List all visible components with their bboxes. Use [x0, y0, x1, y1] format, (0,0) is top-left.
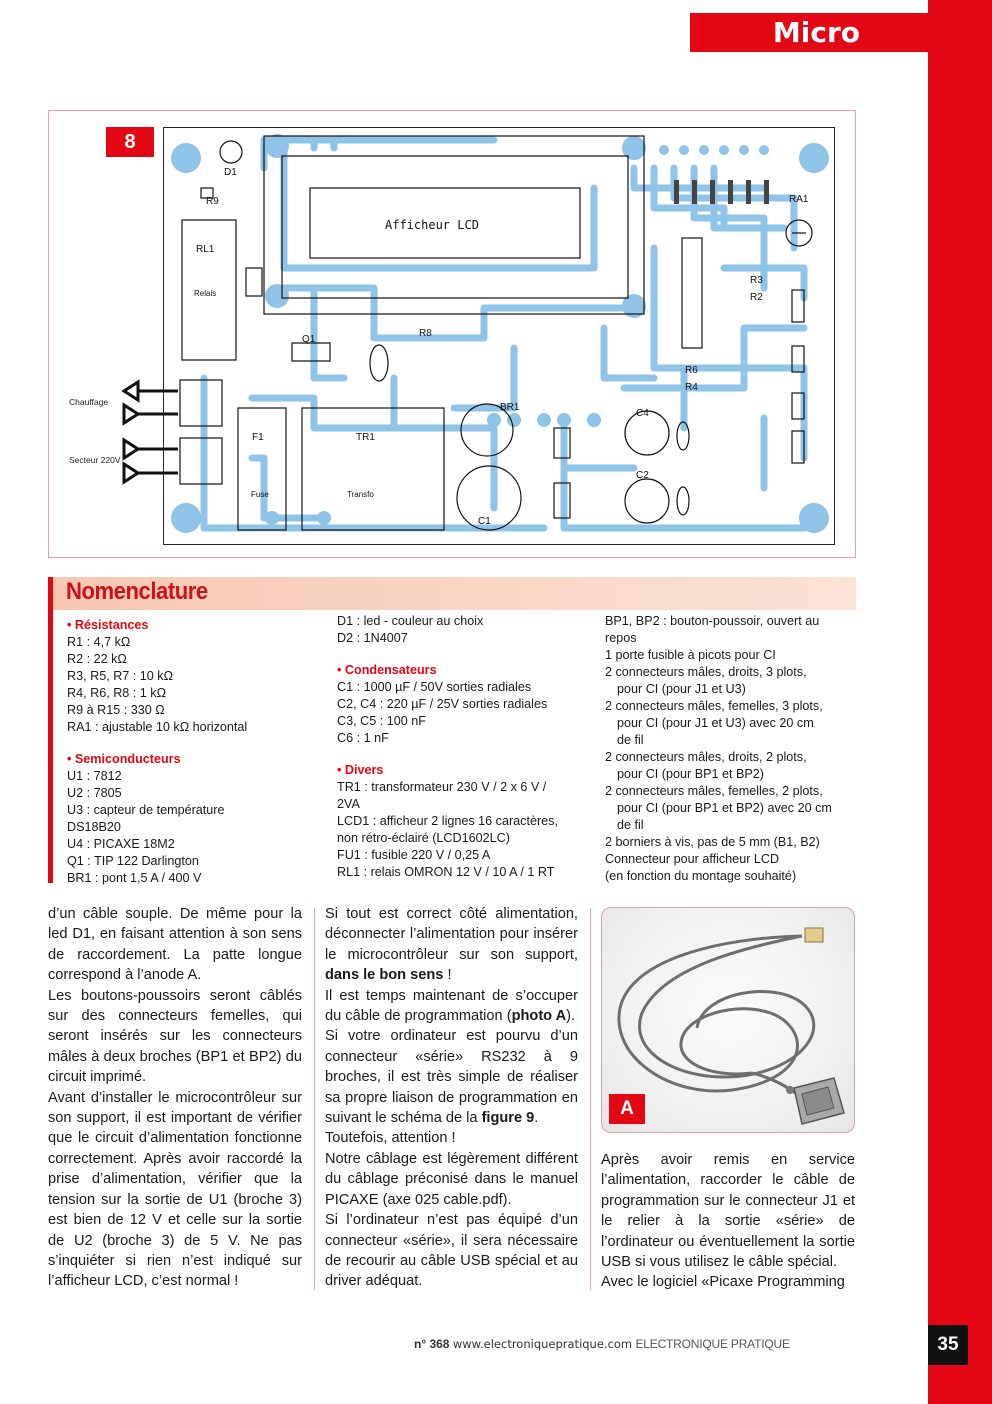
list-item: Connecteur pour afficheur LCD [605, 852, 780, 866]
website-url[interactable]: www.electroniquepratique.com [452, 1337, 633, 1351]
nomenclature-col-3 [605, 613, 855, 885]
list-item: (en fonction du montage souhaité) [605, 869, 797, 883]
paragraph: Toutefois, attention ! [325, 1130, 456, 1147]
list-item: TR1 : transformateur 230 V / 2 x 6 V / [337, 780, 547, 794]
footer [414, 1337, 790, 1351]
list-item: pour CI (pour BP1 et BP2) avec 20 cm [617, 801, 832, 815]
section-tab: Micro [690, 13, 928, 52]
list-item: pour CI (pour J1 et U3) avec 20 cm [617, 716, 814, 730]
label-secteur: Secteur 220V [69, 455, 121, 465]
paragraph: Avec le logiciel «Picaxe Programming [601, 1274, 845, 1291]
list-item: pour CI (pour BP1 et BP2) [617, 767, 764, 781]
list-item: Q1 : TIP 122 Darlington [67, 854, 199, 868]
pcb-label-ra1: RA1 [789, 194, 809, 205]
list-item: FU1 : fusible 220 V / 0,25 A [337, 848, 491, 862]
paragraph: Avant d’installer le microcontrôleur sur son support, il est important de vérifier que le circuit d’alimentation fonctionne correctement. Après avoir raccordé la prise d’alimentation, vérifier que la tension sur la sortie de U1 (broche 3) est bien de 12 V et celle sur la sortie de U2 (broche 3) de 5 V. Ne pas s’inquiéter si rien n’est indiqué sur l’afficheur LCD, c’est normal ! [48, 1089, 302, 1290]
list-item: 1 porte fusible à picots pour CI [605, 648, 776, 662]
list-item: R1 : 4,7 kΩ [67, 635, 131, 649]
paragraph: Notre câblage est légèrement différent du câblage préconisé dans le manuel PICAXE (axe 025 cable.pdf). [325, 1150, 578, 1208]
list-item: C2, C4 : 220 µF / 25V sorties radiales [337, 697, 548, 711]
column-divider [590, 908, 591, 1290]
list-item: U1 : 7812 [67, 769, 122, 783]
pcb-label-lcd: Afficheur LCD [385, 218, 479, 232]
pcb-label-fuse: Fuse [251, 490, 269, 499]
list-item: de fil [617, 818, 644, 832]
pcb-label-transfo: Transfo [347, 490, 374, 499]
list-item: U2 : 7805 [67, 786, 122, 800]
paragraph: Si tout est correct côté alimentation, déconnecter l’alimentation pour insérer le microcontrôleur sur son support, dans le bon sens ! [325, 906, 578, 984]
nomenclature-col-2 [337, 613, 599, 881]
pcb-label-d1: D1 [224, 167, 237, 178]
pcb-layout [163, 127, 835, 545]
semiconducteurs-heading: • Semiconducteurs [67, 752, 181, 766]
pcb-label-rl1: RL1 [196, 244, 215, 255]
pcb-label-q1: Q1 [302, 334, 316, 345]
list-item: 2 connecteurs mâles, droits, 2 plots, [605, 750, 807, 764]
list-item: de fil [617, 733, 644, 747]
nomenclature-red-rule [48, 577, 53, 883]
list-item: 2 borniers à vis, pas de 5 mm (B1, B2) [605, 835, 820, 849]
list-item: U3 : capteur de température [67, 803, 225, 817]
label-chauffage: Chauffage [69, 397, 109, 407]
paragraph: d’un câble souple. De même pour la led D1, en faisant attention à son sens de raccordement. La patte longue correspond à l’anode A. [48, 906, 302, 984]
pcb-label-c4: C4 [636, 408, 649, 419]
list-item: R9 à R15 : 330 Ω [67, 703, 165, 717]
list-item: C6 : 1 nF [337, 731, 389, 745]
list-item: BP1, BP2 : bouton-poussoir, ouvert au [605, 614, 820, 628]
pcb-label-c1: C1 [478, 516, 491, 527]
pcb-label-r8: R8 [419, 328, 432, 339]
list-item: non rétro-éclairé (LCD1602LC) [337, 831, 510, 845]
pcb-label-br1: BR1 [500, 402, 520, 413]
list-item: R3, R5, R7 : 10 kΩ [67, 669, 174, 683]
pcb-drawing [164, 128, 834, 544]
resistances-heading: • Résistances [67, 618, 149, 632]
list-item: R4, R6, R8 : 1 kΩ [67, 686, 167, 700]
pcb-label-f1: F1 [252, 432, 264, 443]
pcb-label-r6: R6 [685, 365, 698, 376]
list-item: U4 : PICAXE 18M2 [67, 837, 175, 851]
pcb-label-r9: R9 [206, 196, 219, 207]
paragraph: Il est temps maintenant de s’occuper du câble de programmation (photo A). [325, 987, 578, 1025]
list-item: C3, C5 : 100 nF [337, 714, 426, 728]
list-item: RA1 : ajustable 10 kΩ horizontal [67, 720, 248, 734]
column-divider [314, 908, 315, 1290]
pcb-label-relais: Relais [194, 289, 217, 298]
list-item: 2 connecteurs mâles, droits, 3 plots, [605, 665, 807, 679]
paragraph: Si votre ordinateur est pourvu d’un connecteur «série» RS232 à 9 broches, il est très simple de réaliser sa propre liaison de programmation en suivant le schéma de la figure 9. [325, 1028, 578, 1127]
list-item: D2 : 1N4007 [337, 631, 408, 645]
nomenclature-col-1 [67, 617, 329, 887]
list-item: D1 : led - couleur au choix [337, 614, 484, 628]
paragraph: Si l’ordinateur n’est pas équipé d’un connecteur «série», il sera nécessaire de recourir au câble USB spécial et au driver adéquat. [325, 1212, 578, 1290]
red-side-band [928, 0, 992, 1404]
paragraph: Après avoir remis en service l’alimentation, raccorder le câble de programmation sur le connecteur J1 et le relier à la sortie «série» de l’ordinateur ou éventuellement la sortie USB si vous utilisez le câble spécial. [601, 1152, 855, 1271]
photo-tag: A [609, 1094, 645, 1124]
list-item: pour CI (pour J1 et U3) [617, 682, 746, 696]
list-item: DS18B20 [67, 820, 121, 834]
list-item: LCD1 : afficheur 2 lignes 16 caractères, [337, 814, 558, 828]
pcb-label-r4: R4 [685, 382, 698, 393]
pcb-label-r2: R2 [750, 292, 763, 303]
pcb-label-c2: C2 [636, 470, 649, 481]
list-item: BR1 : pont 1,5 A / 400 V [67, 871, 202, 885]
list-item: 2VA [337, 797, 360, 811]
paragraph: Les boutons-poussoirs seront câblés sur des connecteurs femelles, qui seront insérés sur les connecteurs mâles à deux broches (BP1 et BP2) du circuit imprimé. [48, 987, 302, 1086]
body-column-3 [601, 1150, 855, 1293]
pcb-label-r3: R3 [750, 275, 763, 286]
issue-number: n° 368 [414, 1337, 450, 1351]
list-item: R2 : 22 kΩ [67, 652, 127, 666]
body-column-1 [48, 904, 302, 1292]
body-column-2 [325, 904, 578, 1292]
figure-number: 8 [106, 127, 154, 157]
list-item: 2 connecteurs mâles, femelles, 2 plots, [605, 784, 823, 798]
condensateurs-heading: • Condensateurs [337, 663, 437, 677]
pcb-label-tr1: TR1 [356, 432, 375, 443]
nomenclature-title: Nomenclature [66, 578, 208, 605]
page-number: 35 [928, 1325, 968, 1365]
list-item: RL1 : relais OMRON 12 V / 10 A / 1 RT [337, 865, 555, 879]
list-item: 2 connecteurs mâles, femelles, 3 plots, [605, 699, 823, 713]
list-item: repos [605, 631, 637, 645]
magazine-brand: ELECTRONIQUE PRATIQUE [635, 1337, 790, 1351]
list-item: C1 : 1000 µF / 50V sorties radiales [337, 680, 532, 694]
divers-heading: • Divers [337, 763, 384, 777]
